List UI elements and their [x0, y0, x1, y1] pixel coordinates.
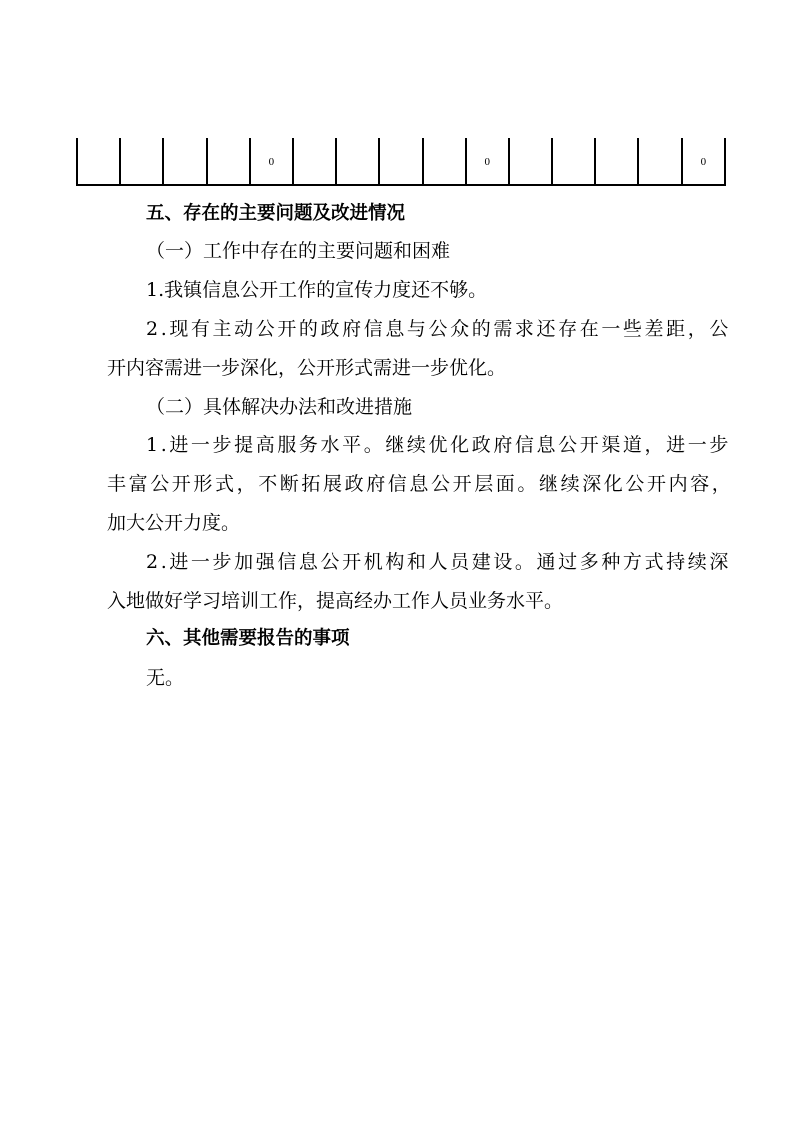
table-cell	[638, 138, 681, 185]
table-cell	[423, 138, 466, 185]
paragraph-line: 丰富公开形式，不断拓展政府信息公开层面。继续深化公开内容，	[107, 473, 734, 495]
table-cell: 0	[682, 138, 725, 185]
table-cell	[293, 138, 336, 185]
table-cell	[336, 138, 379, 185]
table-cell: 0	[250, 138, 293, 185]
table-cell	[379, 138, 422, 185]
paragraph-line: 2.进一步加强信息公开机构和人员建设。通过多种方式持续深	[146, 551, 731, 573]
paragraph-line: 1.进一步提高服务水平。继续优化政府信息公开渠道，进一步	[146, 434, 731, 456]
table-cell: 0	[466, 138, 509, 185]
table-fragment	[76, 138, 726, 186]
paragraph-line: 1.我镇信息公开工作的宣传力度还不够。	[146, 279, 488, 301]
table-cell	[163, 138, 206, 185]
statistics-table	[76, 138, 726, 186]
table-cell	[552, 138, 595, 185]
table-cell	[509, 138, 552, 185]
paragraph-line: 开内容需进一步深化，公开形式需进一步优化。	[107, 357, 507, 379]
section-5-heading: 五、存在的主要问题及改进情况	[146, 203, 406, 224]
subsection-2-heading: （二）具体解决办法和改进措施	[146, 396, 413, 418]
table-cell	[207, 138, 250, 185]
table-cell	[77, 138, 120, 185]
paragraph-line: 入地做好学习培训工作，提高经办工作人员业务水平。	[107, 590, 564, 612]
table-cell	[595, 138, 638, 185]
paragraph-line: 2.现有主动公开的政府信息与公众的需求还存在一些差距，公	[146, 318, 731, 340]
table-cell	[120, 138, 163, 185]
subsection-1-heading: （一）工作中存在的主要问题和困难	[146, 240, 451, 262]
paragraph-line: 加大公开力度。	[107, 512, 241, 534]
section-6-heading: 六、其他需要报告的事项	[146, 628, 350, 649]
paragraph-line: 无。	[146, 667, 185, 689]
table-row	[77, 138, 725, 185]
